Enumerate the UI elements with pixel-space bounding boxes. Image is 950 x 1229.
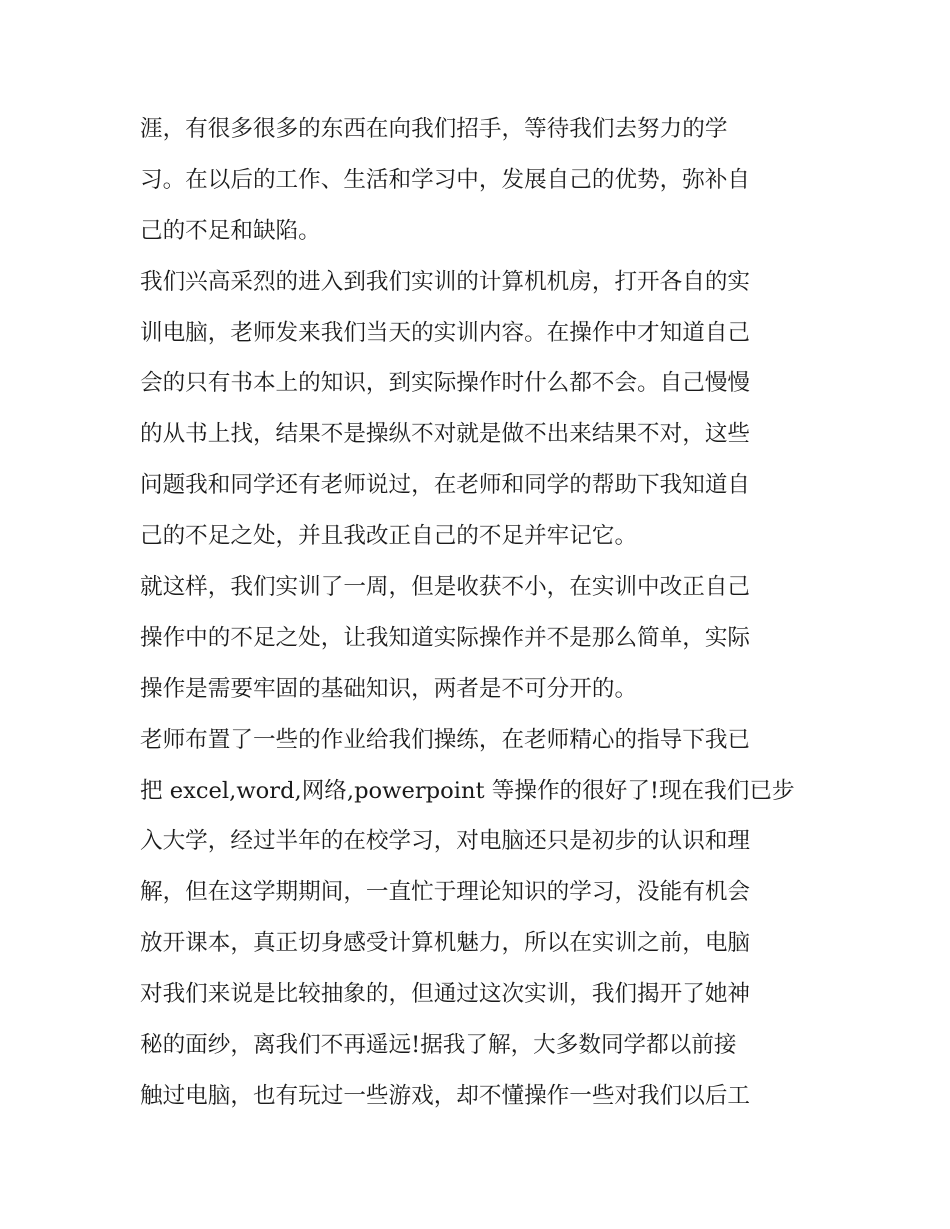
text-line: 的从书上找，结果不是操纵不对就是做不出来结果不对，这些: [140, 421, 751, 448]
text-line: 习。在以后的工作、生活和学习中，发展自己的优势，弥补自: [140, 166, 751, 193]
text-line: 己的不足和缺陷。: [140, 217, 321, 244]
text-line: 操作中的不足之处，让我知道实际操作并不是那么简单，实际: [140, 624, 751, 651]
text-line: 老师布置了一些的作业给我们操练，在老师精心的指导下我已: [140, 726, 751, 753]
text-line: 会的只有书本上的知识，到实际操作时什么都不会。自己慢慢: [140, 370, 751, 397]
text-line: 入大学，经过半年的在校学习，对电脑还只是初步的认识和理: [140, 828, 751, 855]
text-line: 就这样，我们实训了一周，但是收获不小，在实训中改正自己: [140, 574, 751, 601]
document-body: [140, 104, 815, 1122]
text-line: 操作是需要牢固的基础知识，两者是不可分开的。: [140, 675, 638, 702]
text-line: 问题我和同学还有老师说过，在老师和同学的帮助下我知道自: [140, 472, 751, 499]
text-line: 秘的面纱，离我们不再遥远!据我了解，大多数同学都以前接: [140, 1032, 737, 1059]
text-line: 对我们来说是比较抽象的，但通过这次实训，我们揭开了她神: [140, 981, 751, 1008]
text-line: 解，但在这学期期间，一直忙于理论知识的学习，没能有机会: [140, 879, 751, 906]
text-line: 己的不足之处，并且我改正自己的不足并牢记它。: [140, 523, 638, 550]
text-line: 触过电脑，也有玩过一些游戏，却不懂操作一些对我们以后工: [140, 1082, 751, 1109]
text-line: 训电脑，老师发来我们当天的实训内容。在操作中才知道自己: [140, 319, 751, 346]
text-line: 放开课本，真正切身感受计算机魅力，所以在实训之前，电脑: [140, 930, 751, 957]
text-line: 涯，有很多很多的东西在向我们招手，等待我们去努力的学: [140, 116, 728, 142]
text-line: 把 excel,word,网络,powerpoint 等操作的很好了!现在我们已步: [140, 777, 795, 804]
text-line: 我们兴高采烈的进入到我们实训的计算机机房，打开各自的实: [140, 268, 751, 295]
